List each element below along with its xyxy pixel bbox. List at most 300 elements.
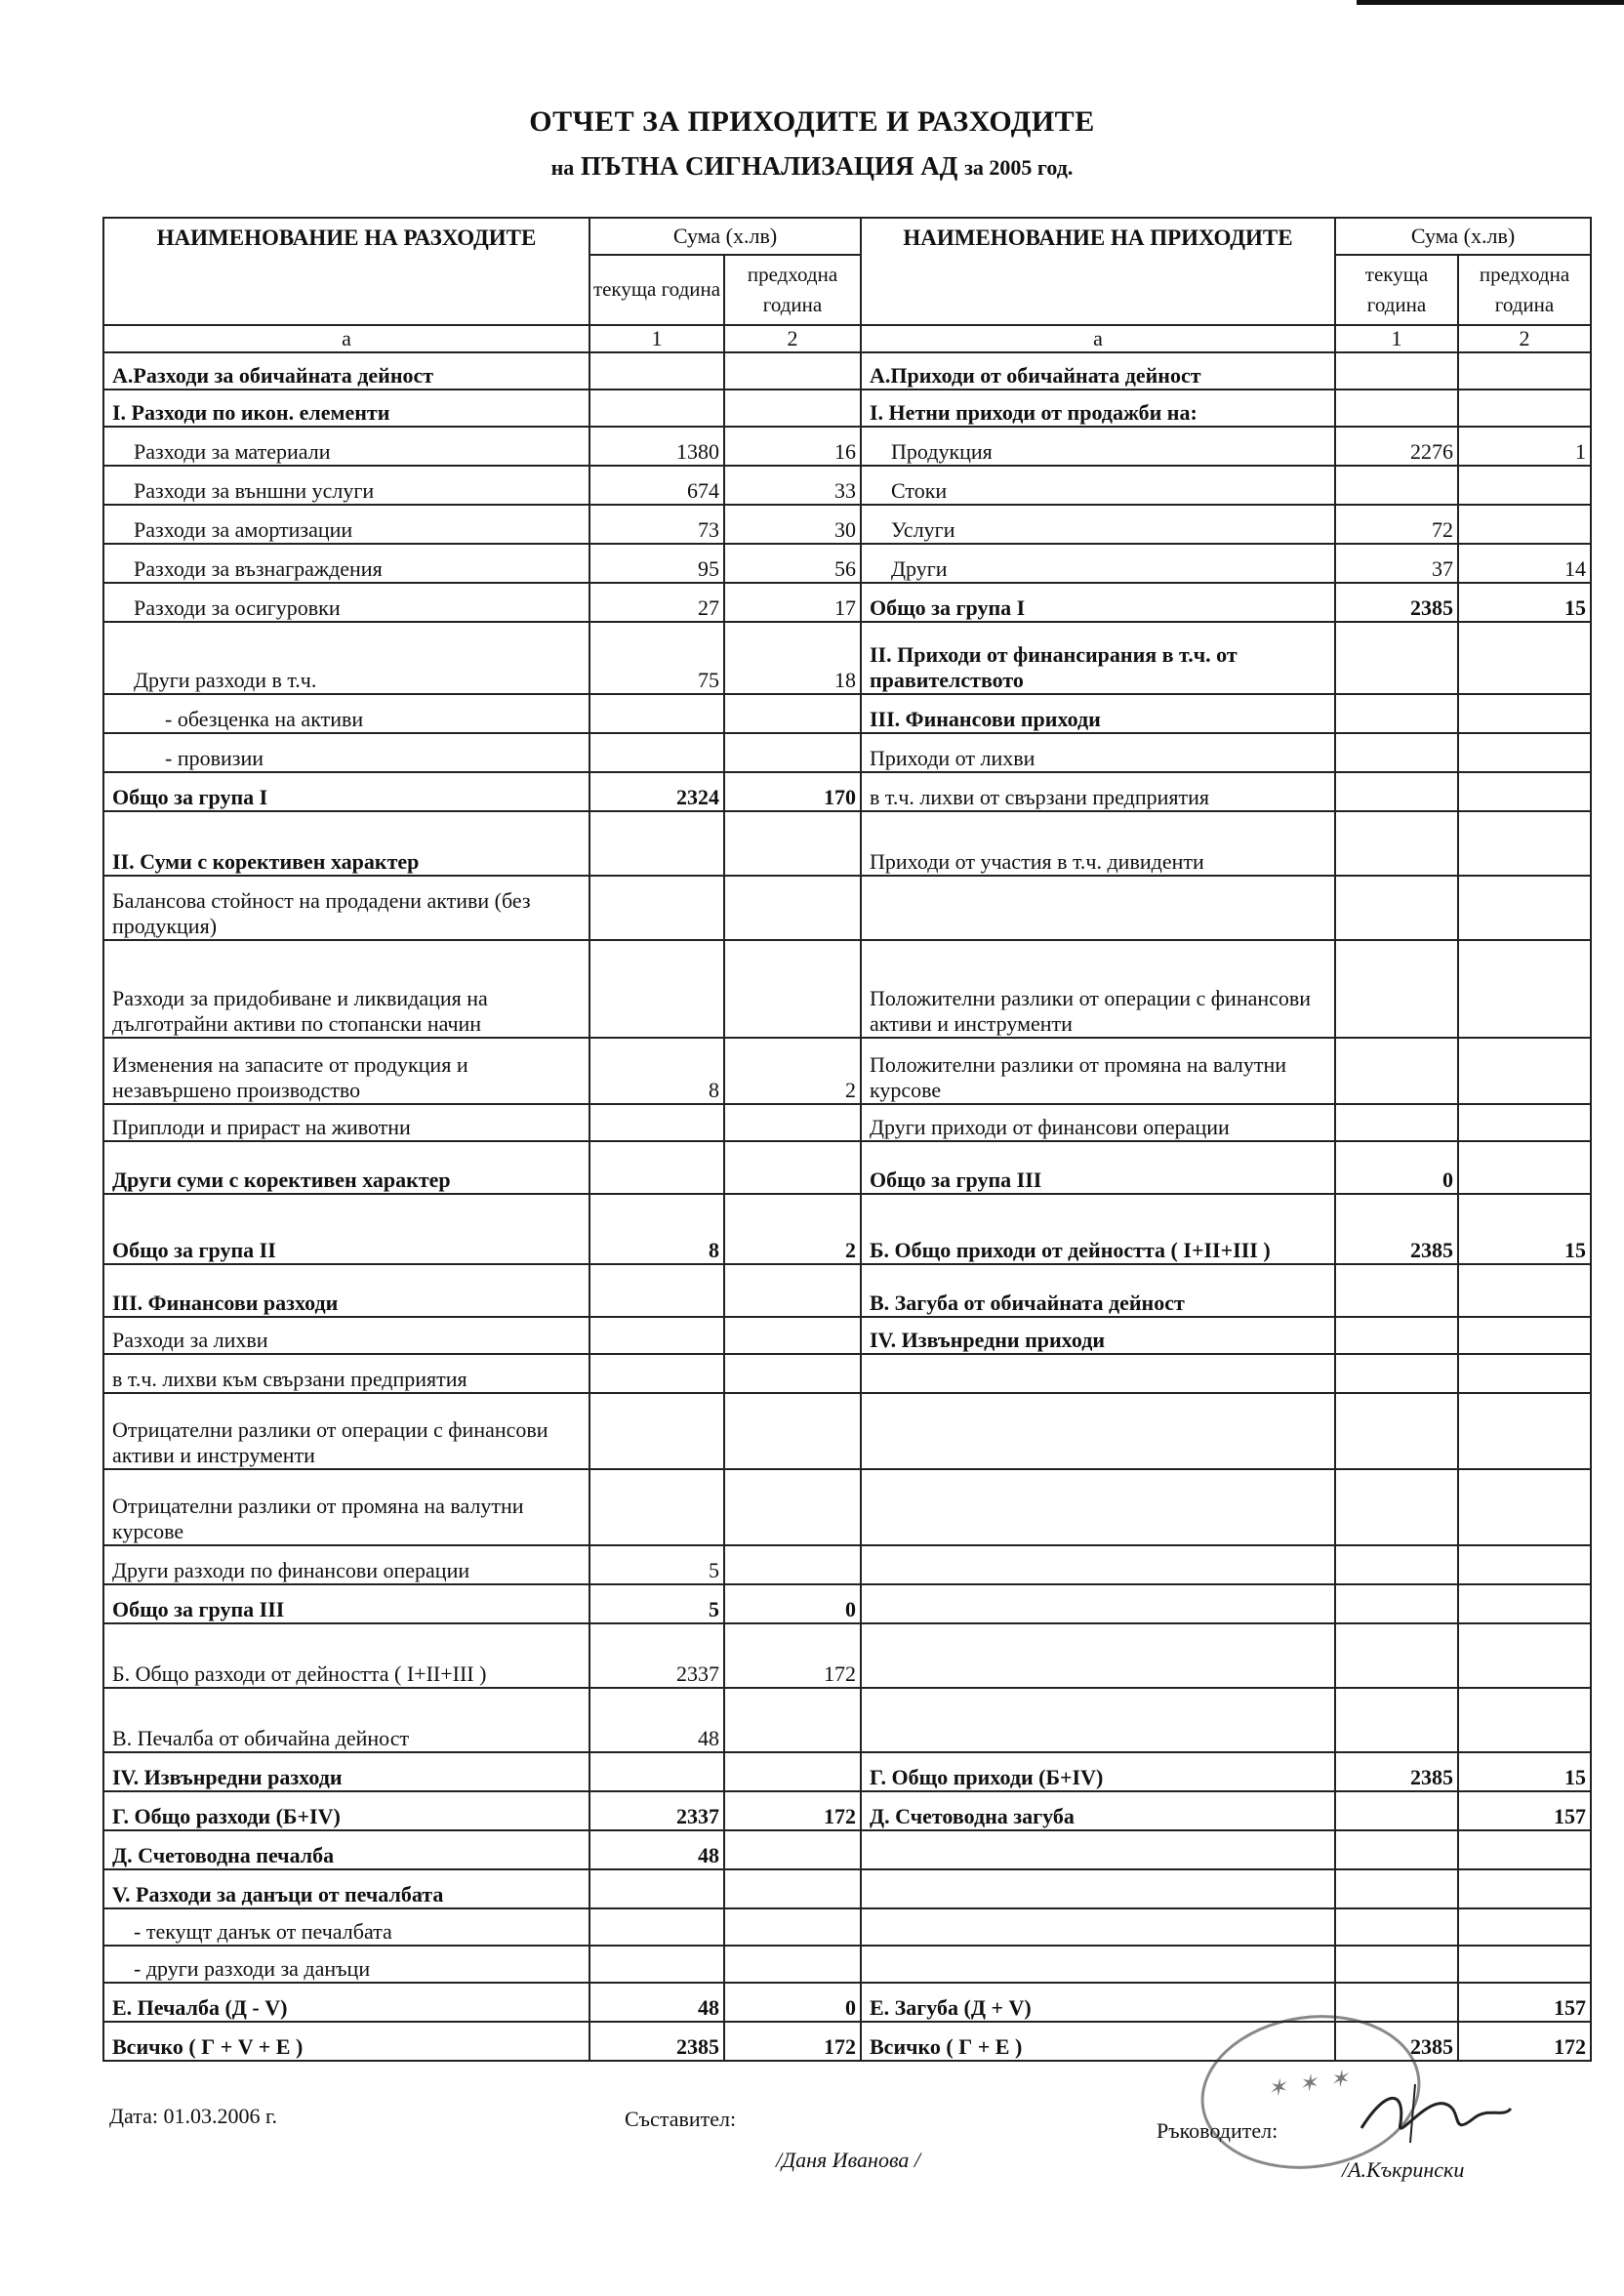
income-col-a: а — [861, 325, 1335, 352]
income-row-previous: 15 — [1458, 583, 1591, 622]
income-row-label: Продукция — [861, 427, 1335, 466]
income-row-label — [861, 1393, 1335, 1469]
expenses-row — [103, 876, 861, 940]
income-row-current — [1335, 694, 1458, 733]
expenses-row-current — [589, 1317, 724, 1354]
income-row-current — [1335, 811, 1458, 876]
expenses-row-previous — [724, 352, 861, 390]
expenses-row — [103, 1908, 861, 1946]
income-row — [861, 427, 1591, 466]
expenses-row-current: 2337 — [589, 1791, 724, 1830]
income-row-previous: 15 — [1458, 1752, 1591, 1791]
expenses-row-label: Разходи за външни услуги — [103, 466, 589, 505]
income-row-previous — [1458, 1104, 1591, 1141]
income-row-previous: 15 — [1458, 1194, 1591, 1264]
income-row — [861, 1317, 1591, 1354]
income-row-previous: 1 — [1458, 427, 1591, 466]
income-row-previous — [1458, 772, 1591, 811]
income-row-current — [1335, 1317, 1458, 1354]
expenses-row-previous — [724, 1869, 861, 1908]
expenses-row-label: Приплоди и прираст на животни — [103, 1104, 589, 1141]
income-row — [861, 940, 1591, 1038]
expenses-row — [103, 811, 861, 876]
report-date: Дата: 01.03.2006 г. — [109, 2104, 278, 2128]
expenses-row-label: Г. Общо разходи (Б+IV) — [103, 1791, 589, 1830]
income-row-current — [1335, 1038, 1458, 1104]
income-row-previous — [1458, 1038, 1591, 1104]
expenses-row — [103, 1983, 861, 2022]
income-row-current — [1335, 1908, 1458, 1946]
income-row — [861, 583, 1591, 622]
expenses-row-label: Общо за група I — [103, 772, 589, 811]
expenses-row-previous: 2 — [724, 1038, 861, 1104]
expenses-row-previous — [724, 1393, 861, 1469]
scan-edge-line — [1357, 0, 1624, 5]
income-row — [861, 1038, 1591, 1104]
income-row-current — [1335, 1983, 1458, 2022]
income-row-label: Други — [861, 544, 1335, 583]
income-row-previous — [1458, 940, 1591, 1038]
income-row-current — [1335, 772, 1458, 811]
income-row-current — [1335, 733, 1458, 772]
expenses-row-label: Разходи за придобиване и ликвидация на дълготрайни активи по стопански начин — [103, 940, 589, 1038]
expenses-row-label: Д. Счетоводна печалба — [103, 1830, 589, 1869]
subtitle-prefix: на — [550, 155, 575, 180]
income-row-previous — [1458, 1264, 1591, 1317]
expenses-row-current: 2337 — [589, 1623, 724, 1688]
income-row-previous — [1458, 694, 1591, 733]
expenses-row-previous — [724, 1830, 861, 1869]
income-row-label: I. Нетни приходи от продажби на: — [861, 390, 1335, 427]
expenses-row — [103, 1038, 861, 1104]
expenses-row-label: I. Разходи по икон. елементи — [103, 390, 589, 427]
subtitle-suffix: за 2005 год. — [964, 155, 1074, 180]
expenses-row — [103, 505, 861, 544]
income-row — [861, 1688, 1591, 1752]
expenses-row — [103, 1469, 861, 1545]
income-row-previous — [1458, 1354, 1591, 1393]
expenses-row-label: Балансова стойност на продадени активи (без продукция) — [103, 876, 589, 940]
income-row-previous — [1458, 1623, 1591, 1688]
expenses-row — [103, 940, 861, 1038]
income-row — [861, 772, 1591, 811]
expenses-row — [103, 544, 861, 583]
income-row-current — [1335, 1869, 1458, 1908]
expenses-row-previous — [724, 694, 861, 733]
expenses-row — [103, 583, 861, 622]
income-row-current: 0 — [1335, 1141, 1458, 1194]
expenses-row-current — [589, 694, 724, 733]
expenses-row — [103, 694, 861, 733]
income-row-label: А.Приходи от обичайната дейност — [861, 352, 1335, 390]
expenses-row-previous — [724, 1354, 861, 1393]
expenses-row-previous — [724, 1545, 861, 1584]
expenses-row-previous: 172 — [724, 1791, 861, 1830]
income-row — [861, 1791, 1591, 1830]
income-row-label: Общо за група III — [861, 1141, 1335, 1194]
income-row — [861, 1908, 1591, 1946]
income-row-previous: 157 — [1458, 1791, 1591, 1830]
income-row-current: 37 — [1335, 544, 1458, 583]
income-header-previous: предходна година — [1458, 255, 1591, 325]
expenses-row-previous: 30 — [724, 505, 861, 544]
expenses-row-previous — [724, 1946, 861, 1983]
income-row-previous — [1458, 876, 1591, 940]
expenses-row-current — [589, 1869, 724, 1908]
expenses-row-current: 674 — [589, 466, 724, 505]
income-row-previous: 157 — [1458, 1983, 1591, 2022]
income-row — [861, 876, 1591, 940]
income-row-previous — [1458, 466, 1591, 505]
income-row-current — [1335, 1354, 1458, 1393]
income-row-label: IV. Извънредни приходи — [861, 1317, 1335, 1354]
expenses-row-label: III. Финансови разходи — [103, 1264, 589, 1317]
expenses-row — [103, 1317, 861, 1354]
expenses-row-previous — [724, 1688, 861, 1752]
income-row — [861, 1946, 1591, 1983]
income-row — [861, 1194, 1591, 1264]
expenses-row-current: 95 — [589, 544, 724, 583]
expenses-row-current — [589, 1752, 724, 1791]
income-table — [860, 217, 1592, 2062]
expenses-row-label: Други разходи в т.ч. — [103, 622, 589, 694]
expenses-row-current — [589, 940, 724, 1038]
income-row-current — [1335, 1584, 1458, 1623]
expenses-row-previous — [724, 390, 861, 427]
income-row-label: Услуги — [861, 505, 1335, 544]
expenses-row — [103, 1141, 861, 1194]
income-row-label — [861, 1908, 1335, 1946]
expenses-row — [103, 1752, 861, 1791]
expenses-row-current — [589, 1264, 724, 1317]
income-row — [861, 1869, 1591, 1908]
income-header-current: текуща година — [1335, 255, 1458, 325]
income-row-previous — [1458, 1946, 1591, 1983]
income-row-current — [1335, 940, 1458, 1038]
income-row — [861, 1623, 1591, 1688]
expenses-row-current: 75 — [589, 622, 724, 694]
income-row-current — [1335, 1104, 1458, 1141]
income-row-current — [1335, 876, 1458, 940]
expenses-row-previous — [724, 1104, 861, 1141]
expenses-row-label: Общо за група II — [103, 1194, 589, 1264]
income-row-previous — [1458, 1545, 1591, 1584]
expenses-header-previous: предходна година — [724, 255, 861, 325]
income-row-label — [861, 1469, 1335, 1545]
expenses-row-current: 8 — [589, 1038, 724, 1104]
income-row — [861, 466, 1591, 505]
income-row-previous — [1458, 352, 1591, 390]
expenses-row-label: - провизии — [103, 733, 589, 772]
expenses-row-label: Други разходи по финансови операции — [103, 1545, 589, 1584]
expenses-row-current: 2385 — [589, 2022, 724, 2061]
expenses-row-current — [589, 1946, 724, 1983]
income-row — [861, 1752, 1591, 1791]
expenses-row-label: IV. Извънредни разходи — [103, 1752, 589, 1791]
income-row-label: В. Загуба от обичайната дейност — [861, 1264, 1335, 1317]
income-row — [861, 505, 1591, 544]
income-row-previous — [1458, 1393, 1591, 1469]
income-row — [861, 1830, 1591, 1869]
expenses-row-label: Отрицателни разлики от промяна на валутни курсове — [103, 1469, 589, 1545]
income-row — [861, 1983, 1591, 2022]
expenses-row-previous — [724, 1264, 861, 1317]
expenses-row-previous — [724, 1141, 861, 1194]
income-row-previous — [1458, 1469, 1591, 1545]
expenses-row — [103, 1869, 861, 1908]
expenses-row-label: Разходи за осигуровки — [103, 583, 589, 622]
expenses-row-label: Разходи за амортизации — [103, 505, 589, 544]
expenses-row-previous — [724, 876, 861, 940]
income-row — [861, 1393, 1591, 1469]
expenses-row-previous — [724, 1469, 861, 1545]
expenses-col-a: а — [103, 325, 589, 352]
income-row-current — [1335, 1264, 1458, 1317]
income-row-current — [1335, 1688, 1458, 1752]
income-row-label: Е. Загуба (Д + V) — [861, 1983, 1335, 2022]
expenses-col-1: 1 — [589, 325, 724, 352]
expenses-header-name: НАИМЕНОВАНИЕ НА РАЗХОДИТЕ — [103, 218, 589, 325]
income-row-previous — [1458, 505, 1591, 544]
expenses-row-previous: 33 — [724, 466, 861, 505]
signature-icon — [1357, 2079, 1513, 2148]
income-row-previous: 14 — [1458, 544, 1591, 583]
expenses-row-current — [589, 1104, 724, 1141]
income-row-current — [1335, 1469, 1458, 1545]
income-row — [861, 390, 1591, 427]
expenses-row-label: - обезценка на активи — [103, 694, 589, 733]
expenses-row-label: Разходи за възнаграждения — [103, 544, 589, 583]
expenses-row — [103, 1104, 861, 1141]
income-row — [861, 544, 1591, 583]
expenses-row — [103, 1830, 861, 1869]
income-col-1: 1 — [1335, 325, 1458, 352]
income-row-label — [861, 1584, 1335, 1623]
expenses-row-current: 1380 — [589, 427, 724, 466]
expenses-row-label: Изменения на запасите от продукция и незавършено производство — [103, 1038, 589, 1104]
expenses-row-previous — [724, 940, 861, 1038]
expenses-row-label: Отрицателни разлики от операции с финансови активи и инструменти — [103, 1393, 589, 1469]
income-row-label: в т.ч. лихви от свързани предприятия — [861, 772, 1335, 811]
expenses-row-previous — [724, 1752, 861, 1791]
income-row-previous — [1458, 1317, 1591, 1354]
expenses-row-previous: 172 — [724, 1623, 861, 1688]
income-row-label: II. Приходи от финансирания в т.ч. от правителството — [861, 622, 1335, 694]
stamp-mark: ✶ ✶ ✶ — [1265, 2066, 1354, 2104]
income-row-current — [1335, 1623, 1458, 1688]
expenses-row-label: Б. Общо разходи от дейността ( I+II+III ) — [103, 1623, 589, 1688]
expenses-row-current — [589, 1469, 724, 1545]
income-row-previous — [1458, 622, 1591, 694]
income-row — [861, 1584, 1591, 1623]
income-row-label: Приходи от участия в т.ч. дивиденти — [861, 811, 1335, 876]
income-row-current: 2385 — [1335, 2022, 1458, 2061]
income-row-previous — [1458, 1584, 1591, 1623]
expenses-row-label: Е. Печалба (Д - V) — [103, 1983, 589, 2022]
expenses-row — [103, 622, 861, 694]
expenses-row-previous — [724, 1317, 861, 1354]
expenses-row-current — [589, 352, 724, 390]
income-row-label — [861, 1688, 1335, 1752]
expenses-row-previous: 2 — [724, 1194, 861, 1264]
expenses-row — [103, 1791, 861, 1830]
expenses-row — [103, 733, 861, 772]
income-row-label: III. Финансови приходи — [861, 694, 1335, 733]
compiler-name: /Даня Иванова / — [776, 2148, 920, 2172]
expenses-row — [103, 1354, 861, 1393]
expenses-row-current: 5 — [589, 1584, 724, 1623]
expenses-row-previous — [724, 1908, 861, 1946]
income-row-label: Положителни разлики от промяна на валутни курсове — [861, 1038, 1335, 1104]
report-title: ОТЧЕТ ЗА ПРИХОДИТЕ И РАЗХОДИТЕ — [529, 105, 1095, 138]
income-row-current — [1335, 1791, 1458, 1830]
expenses-row-current: 73 — [589, 505, 724, 544]
expenses-row-previous: 0 — [724, 1584, 861, 1623]
expenses-row-current: 5 — [589, 1545, 724, 1584]
expenses-row-previous: 170 — [724, 772, 861, 811]
expenses-row-current — [589, 1393, 724, 1469]
expenses-row — [103, 352, 861, 390]
income-row — [861, 1545, 1591, 1584]
expenses-row-current: 48 — [589, 1983, 724, 2022]
expenses-row — [103, 1194, 861, 1264]
income-header-sum: Сума (х.лв) — [1335, 218, 1591, 255]
income-row-previous — [1458, 1141, 1591, 1194]
income-row-previous — [1458, 1830, 1591, 1869]
income-row-label: Положителни разлики от операции с финансови активи и инструменти — [861, 940, 1335, 1038]
income-row-current — [1335, 390, 1458, 427]
expenses-row-current: 48 — [589, 1688, 724, 1752]
expenses-row — [103, 1584, 861, 1623]
expenses-header-sum: Сума (х.лв) — [589, 218, 861, 255]
income-row-label: Общо за група I — [861, 583, 1335, 622]
income-row-current: 2385 — [1335, 583, 1458, 622]
income-col-2: 2 — [1458, 325, 1591, 352]
expenses-row-label: Други суми с корективен характер — [103, 1141, 589, 1194]
expenses-row-previous: 17 — [724, 583, 861, 622]
expenses-row-current — [589, 390, 724, 427]
expenses-row-current — [589, 733, 724, 772]
expenses-row — [103, 1264, 861, 1317]
income-row-label: Б. Общо приходи от дейността ( I+II+III ) — [861, 1194, 1335, 1264]
income-row — [861, 811, 1591, 876]
expenses-row-label: в т.ч. лихви към свързани предприятия — [103, 1354, 589, 1393]
income-row-label: Г. Общо приходи (Б+IV) — [861, 1752, 1335, 1791]
expenses-row-label: - текущт данък от печалбата — [103, 1908, 589, 1946]
income-row-previous: 172 — [1458, 2022, 1591, 2061]
income-row-current — [1335, 1830, 1458, 1869]
income-row-label — [861, 1946, 1335, 1983]
expenses-row-label: - други разходи за данъци — [103, 1946, 589, 1983]
income-row-label — [861, 1545, 1335, 1584]
income-row-label: Други приходи от финансови операции — [861, 1104, 1335, 1141]
income-row-current: 2385 — [1335, 1752, 1458, 1791]
income-row — [861, 1354, 1591, 1393]
expenses-row-label: Общо за група III — [103, 1584, 589, 1623]
income-row-previous — [1458, 1688, 1591, 1752]
expenses-row — [103, 2022, 861, 2061]
income-header-name: НАИМЕНОВАНИЕ НА ПРИХОДИТЕ — [861, 218, 1335, 325]
income-row-previous — [1458, 1869, 1591, 1908]
company-name: ПЪТНА СИГНАЛИЗАЦИЯ АД — [581, 151, 958, 181]
expenses-row-label: Разходи за лихви — [103, 1317, 589, 1354]
income-row-current — [1335, 1545, 1458, 1584]
expenses-row-label: А.Разходи за обичайната дейност — [103, 352, 589, 390]
expenses-row-current: 48 — [589, 1830, 724, 1869]
income-row — [861, 1264, 1591, 1317]
income-row — [861, 1469, 1591, 1545]
expenses-row-current — [589, 876, 724, 940]
expenses-col-2: 2 — [724, 325, 861, 352]
income-row-current — [1335, 352, 1458, 390]
expenses-row-label: V. Разходи за данъци от печалбата — [103, 1869, 589, 1908]
manager-name: /А.Къкрински — [1342, 2157, 1465, 2182]
income-row-previous — [1458, 1908, 1591, 1946]
expenses-row-label: Разходи за материали — [103, 427, 589, 466]
income-row-label — [861, 1623, 1335, 1688]
expenses-row — [103, 1688, 861, 1752]
income-row-label: Стоки — [861, 466, 1335, 505]
income-row-label — [861, 876, 1335, 940]
expenses-row-previous: 16 — [724, 427, 861, 466]
expenses-row — [103, 390, 861, 427]
income-row-current: 72 — [1335, 505, 1458, 544]
income-row-previous — [1458, 390, 1591, 427]
income-row-current: 2385 — [1335, 1194, 1458, 1264]
expenses-table — [102, 217, 862, 2062]
manager-label: Ръководител: — [1157, 2118, 1279, 2143]
expenses-row-current — [589, 1141, 724, 1194]
expenses-row-current — [589, 1354, 724, 1393]
income-row-current — [1335, 622, 1458, 694]
expenses-row-current: 2324 — [589, 772, 724, 811]
income-row-label — [861, 1354, 1335, 1393]
income-row — [861, 622, 1591, 694]
expenses-row — [103, 1393, 861, 1469]
income-row-current — [1335, 1393, 1458, 1469]
expenses-row-previous: 0 — [724, 1983, 861, 2022]
income-row — [861, 733, 1591, 772]
expenses-row-previous: 18 — [724, 622, 861, 694]
expenses-row-current — [589, 1908, 724, 1946]
expenses-row — [103, 466, 861, 505]
income-row — [861, 1141, 1591, 1194]
income-row-current — [1335, 1946, 1458, 1983]
expenses-row — [103, 1946, 861, 1983]
expenses-row — [103, 427, 861, 466]
compiler-label: Съставител: — [625, 2107, 737, 2131]
expenses-row-previous: 56 — [724, 544, 861, 583]
income-row-label: Приходи от лихви — [861, 733, 1335, 772]
income-row — [861, 352, 1591, 390]
expenses-row-label: В. Печалба от обичайна дейност — [103, 1688, 589, 1752]
expenses-row-label: II. Суми с корективен характер — [103, 811, 589, 876]
report-subtitle — [0, 151, 1624, 182]
income-row-previous — [1458, 733, 1591, 772]
expenses-row-previous: 172 — [724, 2022, 861, 2061]
income-row-current — [1335, 466, 1458, 505]
expenses-row-current: 8 — [589, 1194, 724, 1264]
expenses-row — [103, 772, 861, 811]
expenses-row-label: Всичко ( Г + V + Е ) — [103, 2022, 589, 2061]
expenses-row — [103, 1545, 861, 1584]
income-row-label — [861, 1830, 1335, 1869]
income-row-label: Д. Счетоводна загуба — [861, 1791, 1335, 1830]
income-row — [861, 694, 1591, 733]
income-row-current: 2276 — [1335, 427, 1458, 466]
expenses-row-current — [589, 811, 724, 876]
income-row-label — [861, 1869, 1335, 1908]
